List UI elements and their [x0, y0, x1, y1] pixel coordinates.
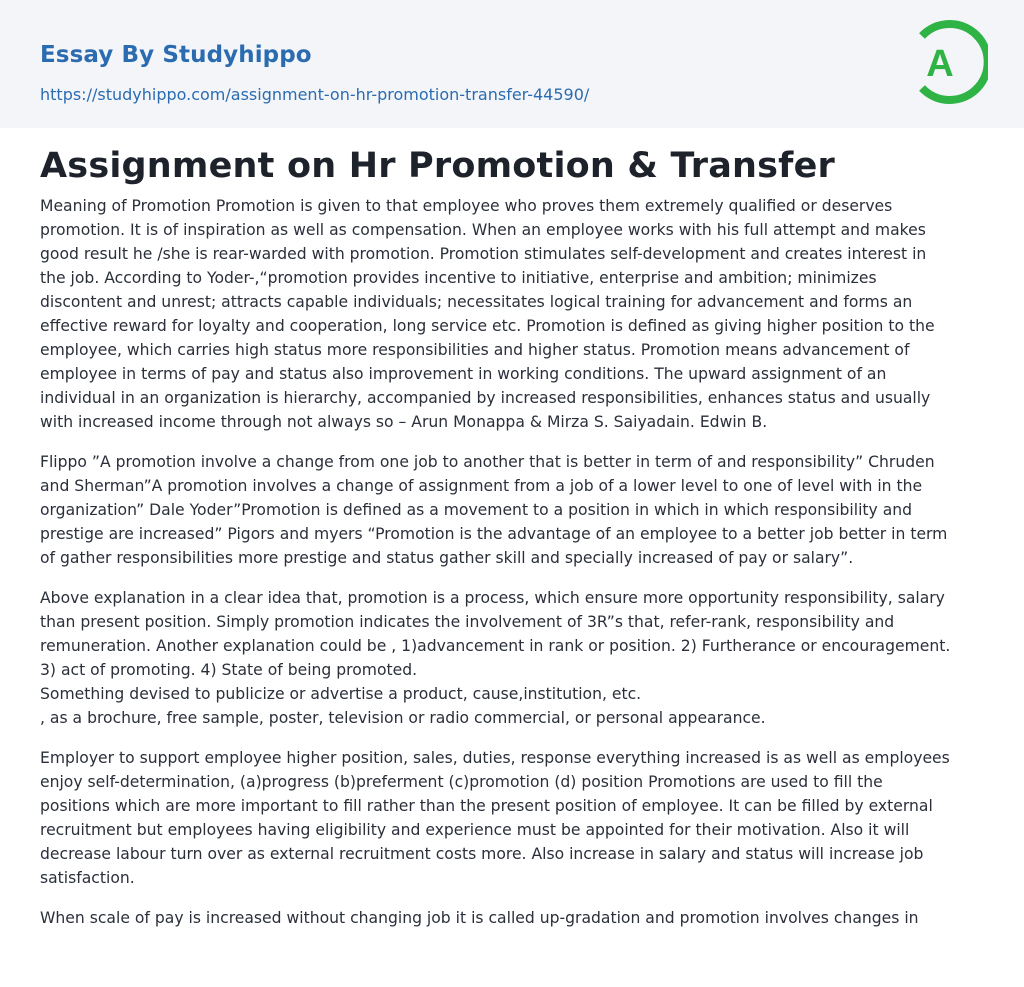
- paragraph-line: When scale of pay is increased without changing job it is called up-gradation and promotion involves changes in: [40, 909, 919, 927]
- paragraph-line: enjoy self-determination, (a)progress (b)preferment (c)promotion (d) position Promotions are used to fill the: [40, 773, 883, 791]
- paragraph-line: promotion. It is of inspiration as well as compensation. When an employee works with his full attempt and makes: [40, 221, 926, 239]
- paragraph-line: Something devised to publicize or advertise a product, cause,institution, etc.: [40, 685, 642, 703]
- article-paragraph: [40, 586, 984, 730]
- paragraph-line: employee in terms of pay and status also improvement in working conditions. The upward assignment of an: [40, 365, 887, 383]
- article-title: Assignment on Hr Promotion & Transfer: [40, 146, 835, 186]
- paragraph-line: positions which are more important to fill rather than the present position of employee. It can be filled by external: [40, 797, 933, 815]
- paragraph-line: of gather responsibilities more prestige and status gather skill and specially increased of pay or salary”.: [40, 549, 854, 567]
- paragraph-line: employee, which carries high status more responsibilities and higher status. Promotion means advancement of: [40, 341, 910, 359]
- paragraph-line: Flippo ”A promotion involve a change from one job to another that is better in term of and responsibility” Chruden: [40, 453, 935, 471]
- article-paragraph: [40, 906, 984, 930]
- paragraph-line: Above explanation in a clear idea that, promotion is a process, which ensure more opportunity responsibility, salary: [40, 589, 945, 607]
- paragraph-line: Employer to support employee higher position, sales, duties, response everything increased is as well as employees: [40, 749, 950, 767]
- paragraph-line: decrease labour turn over as external recruitment costs more. Also increase in salary and status will increase job: [40, 845, 924, 863]
- article-paragraph: [40, 194, 984, 434]
- paragraph-line: and Sherman”A promotion involves a change of assignment from a job of a lower level to one of level with in the: [40, 477, 923, 495]
- circle-letter-a-logo[interactable]: [908, 18, 988, 106]
- paragraph-line: discontent and unrest; attracts capable individuals; necessitates logical training for advancement and forms an: [40, 293, 913, 311]
- site-header: [0, 0, 1024, 128]
- paragraph-line: with increased income through not always so – Arun Monappa & Mirza S. Saiyadain. Edwin B.: [40, 413, 768, 431]
- article-paragraph: [40, 450, 984, 570]
- paragraph-line: the job. According to Yoder-,“promotion provides incentive to initiative, enterprise and ambition; minimizes: [40, 269, 877, 287]
- paragraph-line: than present position. Simply promotion indicates the involvement of 3R”s that, refer-rank, responsibility and: [40, 613, 895, 631]
- paragraph-line: good result he /she is rear-warded with promotion. Promotion stimulates self-development and creates interest in: [40, 245, 927, 263]
- paragraph-line: , as a brochure, free sample, poster, television or radio commercial, or personal appearance.: [40, 709, 766, 727]
- brand-name[interactable]: Essay By Studyhippo: [40, 42, 312, 68]
- paragraph-line: recruitment but employees having eligibility and experience must be appointed for their motivation. Also it will: [40, 821, 910, 839]
- paragraph-line: satisfaction.: [40, 869, 135, 887]
- paragraph-line: individual in an organization is hierarchy, accompanied by increased responsibilities, enhances status and usually: [40, 389, 931, 407]
- paragraph-line: 3) act of promoting. 4) State of being promoted.: [40, 661, 418, 679]
- article-body: [40, 194, 984, 946]
- paragraph-line: effective reward for loyalty and cooperation, long service etc. Promotion is defined as giving higher position to the: [40, 317, 935, 335]
- paragraph-line: prestige are increased” Pigors and myers “Promotion is the advantage of an employee to a better job better in term: [40, 525, 948, 543]
- paragraph-line: organization” Dale Yoder”Promotion is defined as a movement to a position in which in which responsibility and: [40, 501, 913, 519]
- source-url-link[interactable]: https://studyhippo.com/assignment-on-hr-promotion-transfer-44590/: [40, 85, 590, 104]
- paragraph-line: remuneration. Another explanation could be , 1)advancement in rank or position. 2) Furtherance or encouragement.: [40, 637, 951, 655]
- logo-letter: A: [926, 43, 954, 85]
- article-paragraph: [40, 746, 984, 890]
- paragraph-line: Meaning of Promotion Promotion is given to that employee who proves them extremely qualified or deserves: [40, 197, 893, 215]
